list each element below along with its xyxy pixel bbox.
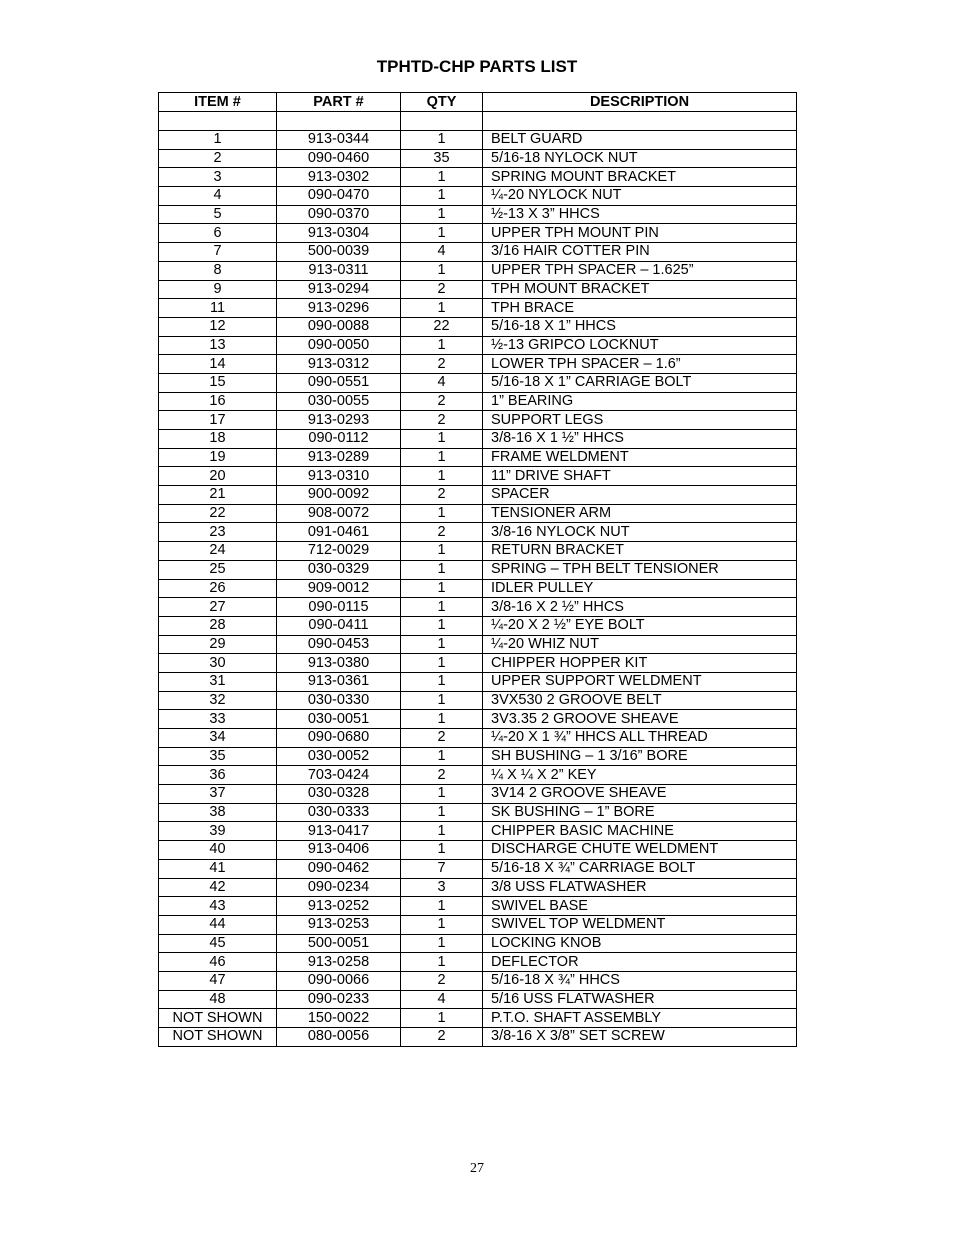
column-header-item: ITEM #	[159, 93, 277, 112]
description-cell: UPPER TPH SPACER – 1.625”	[483, 261, 797, 280]
qty-cell: 1	[401, 467, 483, 486]
part-number-cell: 913-0406	[277, 841, 401, 860]
table-header-row	[159, 93, 797, 112]
item-cell: 38	[159, 803, 277, 822]
qty-cell: 2	[401, 355, 483, 374]
description-cell: CHIPPER HOPPER KIT	[483, 654, 797, 673]
qty-cell: 1	[401, 710, 483, 729]
item-cell: 13	[159, 336, 277, 355]
item-cell: NOT SHOWN	[159, 1009, 277, 1028]
table-row	[159, 280, 797, 299]
part-number-cell: 913-0304	[277, 224, 401, 243]
table-row	[159, 224, 797, 243]
qty-cell: 35	[401, 149, 483, 168]
table-row	[159, 822, 797, 841]
page-number: 27	[470, 1161, 484, 1176]
qty-cell: 1	[401, 897, 483, 916]
description-cell: 3/8-16 NYLOCK NUT	[483, 523, 797, 542]
item-cell: 26	[159, 579, 277, 598]
table-row	[159, 598, 797, 617]
table-body	[159, 112, 797, 1047]
part-number-cell: 090-0115	[277, 598, 401, 617]
item-cell: 29	[159, 635, 277, 654]
part-number-cell: 913-0417	[277, 822, 401, 841]
part-number-cell: 030-0328	[277, 785, 401, 804]
description-cell: SH BUSHING – 1 3/16” BORE	[483, 747, 797, 766]
item-cell: 23	[159, 523, 277, 542]
qty-cell: 2	[401, 486, 483, 505]
description-cell: ¼-20 X 1 ¾” HHCS ALL THREAD	[483, 729, 797, 748]
item-cell: 42	[159, 878, 277, 897]
description-cell: FRAME WELDMENT	[483, 448, 797, 467]
table-row	[159, 859, 797, 878]
column-header-qty: QTY	[401, 93, 483, 112]
qty-cell: 1	[401, 953, 483, 972]
qty-cell: 1	[401, 654, 483, 673]
table-row	[159, 336, 797, 355]
part-number-cell: 913-0294	[277, 280, 401, 299]
table-row	[159, 897, 797, 916]
qty-cell: 1	[401, 504, 483, 523]
item-cell: 6	[159, 224, 277, 243]
part-number-cell: 090-0066	[277, 971, 401, 990]
qty-cell: 1	[401, 1009, 483, 1028]
table-row	[159, 131, 797, 150]
column-header-part: PART #	[277, 93, 401, 112]
item-cell: 8	[159, 261, 277, 280]
description-cell: RETURN BRACKET	[483, 542, 797, 561]
part-number-cell: 913-0253	[277, 915, 401, 934]
table-spacer-row	[159, 112, 797, 131]
part-number-cell: 500-0051	[277, 934, 401, 953]
table-row	[159, 317, 797, 336]
item-cell: 21	[159, 486, 277, 505]
table-row	[159, 299, 797, 318]
description-cell: 3V3.35 2 GROOVE SHEAVE	[483, 710, 797, 729]
description-cell: LOCKING KNOB	[483, 934, 797, 953]
description-cell: 5/16-18 X 1” CARRIAGE BOLT	[483, 373, 797, 392]
part-number-cell: 080-0056	[277, 1028, 401, 1047]
item-cell: 11	[159, 299, 277, 318]
qty-cell: 1	[401, 691, 483, 710]
table-row	[159, 710, 797, 729]
description-cell: 3/8-16 X 2 ½” HHCS	[483, 598, 797, 617]
item-cell: 34	[159, 729, 277, 748]
qty-cell: 1	[401, 915, 483, 934]
item-cell: 39	[159, 822, 277, 841]
qty-cell: 1	[401, 430, 483, 449]
qty-cell: 1	[401, 187, 483, 206]
item-cell: 35	[159, 747, 277, 766]
item-cell: 28	[159, 616, 277, 635]
description-cell: ¼-20 NYLOCK NUT	[483, 187, 797, 206]
description-cell: DEFLECTOR	[483, 953, 797, 972]
item-cell: 47	[159, 971, 277, 990]
table-row	[159, 990, 797, 1009]
part-number-cell: 913-0361	[277, 672, 401, 691]
description-cell: 3VX530 2 GROOVE BELT	[483, 691, 797, 710]
description-cell: 3V14 2 GROOVE SHEAVE	[483, 785, 797, 804]
part-number-cell: 908-0072	[277, 504, 401, 523]
part-number-cell: 913-0344	[277, 131, 401, 150]
table-row	[159, 915, 797, 934]
part-number-cell: 900-0092	[277, 486, 401, 505]
item-cell: 17	[159, 411, 277, 430]
item-cell: 27	[159, 598, 277, 617]
item-cell: 18	[159, 430, 277, 449]
item-cell: 32	[159, 691, 277, 710]
item-cell: 40	[159, 841, 277, 860]
description-cell: ½-13 X 3” HHCS	[483, 205, 797, 224]
item-cell: 36	[159, 766, 277, 785]
description-cell: SPRING – TPH BELT TENSIONER	[483, 560, 797, 579]
table-row	[159, 729, 797, 748]
description-cell: 5/16-18 X 1” HHCS	[483, 317, 797, 336]
table-row	[159, 168, 797, 187]
description-cell: DISCHARGE CHUTE WELDMENT	[483, 841, 797, 860]
qty-cell: 2	[401, 971, 483, 990]
qty-cell: 1	[401, 841, 483, 860]
item-cell: 22	[159, 504, 277, 523]
description-cell: CHIPPER BASIC MACHINE	[483, 822, 797, 841]
item-cell: 3	[159, 168, 277, 187]
item-cell: 15	[159, 373, 277, 392]
part-number-cell: 030-0329	[277, 560, 401, 579]
part-number-cell: 712-0029	[277, 542, 401, 561]
table-row	[159, 766, 797, 785]
description-cell: 3/8-16 X 1 ½” HHCS	[483, 430, 797, 449]
table-row	[159, 1009, 797, 1028]
part-number-cell: 030-0333	[277, 803, 401, 822]
table-row	[159, 841, 797, 860]
description-cell: 5/16 USS FLATWASHER	[483, 990, 797, 1009]
column-header-description: DESCRIPTION	[483, 93, 797, 112]
part-number-cell: 090-0370	[277, 205, 401, 224]
item-cell: 16	[159, 392, 277, 411]
qty-cell: 1	[401, 672, 483, 691]
table-row	[159, 504, 797, 523]
part-number-cell: 030-0051	[277, 710, 401, 729]
item-cell: 37	[159, 785, 277, 804]
table-row	[159, 486, 797, 505]
item-cell: 33	[159, 710, 277, 729]
table-row	[159, 785, 797, 804]
part-number-cell: 090-0462	[277, 859, 401, 878]
qty-cell: 1	[401, 224, 483, 243]
table-row	[159, 411, 797, 430]
item-cell: 5	[159, 205, 277, 224]
description-cell: SWIVEL TOP WELDMENT	[483, 915, 797, 934]
qty-cell: 1	[401, 785, 483, 804]
qty-cell: 1	[401, 934, 483, 953]
table-row	[159, 187, 797, 206]
description-cell: 3/16 HAIR COTTER PIN	[483, 243, 797, 262]
part-number-cell: 913-0302	[277, 168, 401, 187]
description-cell: 3/8-16 X 3/8” SET SCREW	[483, 1028, 797, 1047]
qty-cell: 2	[401, 523, 483, 542]
spacer-cell	[401, 112, 483, 131]
qty-cell: 7	[401, 859, 483, 878]
part-number-cell: 703-0424	[277, 766, 401, 785]
item-cell: 31	[159, 672, 277, 691]
table-row	[159, 243, 797, 262]
qty-cell: 1	[401, 616, 483, 635]
description-cell: SUPPORT LEGS	[483, 411, 797, 430]
qty-cell: 1	[401, 598, 483, 617]
part-number-cell: 090-0411	[277, 616, 401, 635]
item-cell: 12	[159, 317, 277, 336]
item-cell: 44	[159, 915, 277, 934]
qty-cell: 4	[401, 373, 483, 392]
qty-cell: 1	[401, 635, 483, 654]
qty-cell: 1	[401, 560, 483, 579]
table-row	[159, 430, 797, 449]
qty-cell: 1	[401, 299, 483, 318]
qty-cell: 3	[401, 878, 483, 897]
table-row	[159, 672, 797, 691]
item-cell: 7	[159, 243, 277, 262]
part-number-cell: 030-0055	[277, 392, 401, 411]
description-cell: 11” DRIVE SHAFT	[483, 467, 797, 486]
part-number-cell: 090-0233	[277, 990, 401, 1009]
qty-cell: 1	[401, 822, 483, 841]
table-row	[159, 448, 797, 467]
qty-cell: 1	[401, 205, 483, 224]
qty-cell: 2	[401, 729, 483, 748]
table-row	[159, 261, 797, 280]
description-cell: 1” BEARING	[483, 392, 797, 411]
part-number-cell: 913-0312	[277, 355, 401, 374]
description-cell: TPH MOUNT BRACKET	[483, 280, 797, 299]
part-number-cell: 150-0022	[277, 1009, 401, 1028]
item-cell: 43	[159, 897, 277, 916]
qty-cell: 1	[401, 542, 483, 561]
item-cell: 14	[159, 355, 277, 374]
part-number-cell: 500-0039	[277, 243, 401, 262]
part-number-cell: 913-0311	[277, 261, 401, 280]
table-row	[159, 373, 797, 392]
table-row	[159, 971, 797, 990]
table-row	[159, 467, 797, 486]
description-cell: 5/16-18 X ¾” CARRIAGE BOLT	[483, 859, 797, 878]
table-row	[159, 691, 797, 710]
item-cell: 45	[159, 934, 277, 953]
table-row	[159, 149, 797, 168]
description-cell: SWIVEL BASE	[483, 897, 797, 916]
table-row	[159, 934, 797, 953]
qty-cell: 4	[401, 243, 483, 262]
qty-cell: 1	[401, 747, 483, 766]
table-row	[159, 579, 797, 598]
part-number-cell: 913-0380	[277, 654, 401, 673]
table-row	[159, 1028, 797, 1047]
qty-cell: 2	[401, 392, 483, 411]
description-cell: 3/8 USS FLATWASHER	[483, 878, 797, 897]
item-cell: NOT SHOWN	[159, 1028, 277, 1047]
description-cell: UPPER SUPPORT WELDMENT	[483, 672, 797, 691]
qty-cell: 2	[401, 280, 483, 299]
description-cell: UPPER TPH MOUNT PIN	[483, 224, 797, 243]
qty-cell: 1	[401, 261, 483, 280]
qty-cell: 1	[401, 168, 483, 187]
spacer-cell	[483, 112, 797, 131]
part-number-cell: 913-0310	[277, 467, 401, 486]
qty-cell: 1	[401, 803, 483, 822]
qty-cell: 1	[401, 579, 483, 598]
item-cell: 19	[159, 448, 277, 467]
part-number-cell: 090-0050	[277, 336, 401, 355]
description-cell: 5/16-18 NYLOCK NUT	[483, 149, 797, 168]
part-number-cell: 090-0088	[277, 317, 401, 336]
table-row	[159, 953, 797, 972]
description-cell: BELT GUARD	[483, 131, 797, 150]
qty-cell: 1	[401, 336, 483, 355]
page-title: TPHTD-CHP PARTS LIST	[376, 57, 578, 76]
part-number-cell: 030-0330	[277, 691, 401, 710]
table-row	[159, 523, 797, 542]
description-cell: SK BUSHING – 1” BORE	[483, 803, 797, 822]
description-cell: ¼-20 WHIZ NUT	[483, 635, 797, 654]
item-cell: 48	[159, 990, 277, 1009]
item-cell: 1	[159, 131, 277, 150]
part-number-cell: 913-0293	[277, 411, 401, 430]
table-row	[159, 803, 797, 822]
item-cell: 2	[159, 149, 277, 168]
qty-cell: 4	[401, 990, 483, 1009]
item-cell: 30	[159, 654, 277, 673]
table-row	[159, 355, 797, 374]
description-cell: P.T.O. SHAFT ASSEMBLY	[483, 1009, 797, 1028]
table-row	[159, 747, 797, 766]
qty-cell: 22	[401, 317, 483, 336]
description-cell: TENSIONER ARM	[483, 504, 797, 523]
part-number-cell: 913-0296	[277, 299, 401, 318]
description-cell: TPH BRACE	[483, 299, 797, 318]
table-row	[159, 654, 797, 673]
table-row	[159, 560, 797, 579]
part-number-cell: 909-0012	[277, 579, 401, 598]
part-number-cell: 913-0252	[277, 897, 401, 916]
table-row	[159, 616, 797, 635]
description-cell: IDLER PULLEY	[483, 579, 797, 598]
part-number-cell: 090-0680	[277, 729, 401, 748]
part-number-cell: 090-0453	[277, 635, 401, 654]
parts-table	[158, 92, 797, 1047]
part-number-cell: 090-0112	[277, 430, 401, 449]
part-number-cell: 090-0234	[277, 878, 401, 897]
item-cell: 41	[159, 859, 277, 878]
part-number-cell: 090-0551	[277, 373, 401, 392]
part-number-cell: 091-0461	[277, 523, 401, 542]
item-cell: 4	[159, 187, 277, 206]
item-cell: 20	[159, 467, 277, 486]
part-number-cell: 913-0289	[277, 448, 401, 467]
qty-cell: 1	[401, 448, 483, 467]
description-cell: SPRING MOUNT BRACKET	[483, 168, 797, 187]
table-row	[159, 205, 797, 224]
item-cell: 25	[159, 560, 277, 579]
spacer-cell	[277, 112, 401, 131]
part-number-cell: 090-0460	[277, 149, 401, 168]
part-number-cell: 090-0470	[277, 187, 401, 206]
part-number-cell: 030-0052	[277, 747, 401, 766]
item-cell: 24	[159, 542, 277, 561]
table-row	[159, 635, 797, 654]
qty-cell: 1	[401, 131, 483, 150]
description-cell: ¼-20 X 2 ½” EYE BOLT	[483, 616, 797, 635]
table-row	[159, 392, 797, 411]
table-row	[159, 542, 797, 561]
description-cell: LOWER TPH SPACER – 1.6”	[483, 355, 797, 374]
item-cell: 9	[159, 280, 277, 299]
description-cell: ¼ X ¼ X 2” KEY	[483, 766, 797, 785]
qty-cell: 2	[401, 411, 483, 430]
qty-cell: 2	[401, 766, 483, 785]
spacer-cell	[159, 112, 277, 131]
description-cell: ½-13 GRIPCO LOCKNUT	[483, 336, 797, 355]
description-cell: 5/16-18 X ¾” HHCS	[483, 971, 797, 990]
part-number-cell: 913-0258	[277, 953, 401, 972]
item-cell: 46	[159, 953, 277, 972]
qty-cell: 2	[401, 1028, 483, 1047]
description-cell: SPACER	[483, 486, 797, 505]
table-row	[159, 878, 797, 897]
